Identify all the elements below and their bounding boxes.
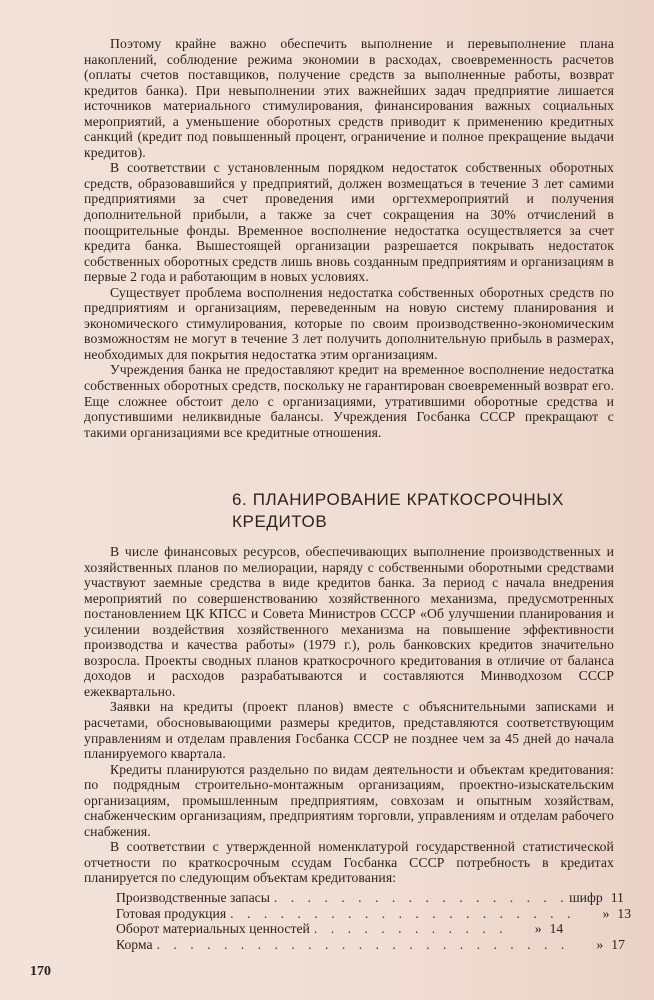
body-text-top [84,36,614,440]
paragraph: Заявки на кредиты (проект планов) вместе с объяснительными записками и расчетами, обосновывающими размеры кредитов, представляются соответствующим управлениям и отделам правления Госбанка СССР не позднее чем за 45 дней до начала планируемого квартала. [84,699,614,762]
list-item-kind: » [602,905,610,921]
leader-dots: . . . . . . . . . . . . [313,921,508,937]
list-item [116,936,625,953]
list-item-label: Корма [116,936,153,952]
list-item-kind: шифр [569,890,603,905]
paragraph: Существует проблема восполнения недостатка собственных оборотных средств по предприятиям и организациям, переведенным на новую систему планирования и экономического стимулирования, которые по своим производственно-экономическим возможностям не могут в течение 3 лет получить дополнительную прибыль в размерах, необходимых для покрытия недостатка этим организациям. [84,284,614,362]
paragraph: В числе финансовых ресурсов, обеспечивающих выполнение производственных и хозяйственных планов по мелиорации, наряду с собственными оборотными средствами участвуют заемные средства в виде кредитов банка. За период с начала внедрения мероприятий по совершенствованию хозяйственного механизма, предусмотренных постановлением ЦК КПСС и Совета Министров СССР «Об улучшении планирования и усилении воздействия хозяйственного механизма на повышение эффективности производства и качества работы» (1979 г.), роль банковских кредитов значительно возросла. Проекты сводных планов краткосрочного кредитования в отличие от баланса доходов и расходов разрабатываются и составляются Минводхозом СССР ежеквартально. [84,544,614,699]
list-item-label: Оборот материальных ценностей [116,921,310,937]
section-heading-line1: 6. ПЛАНИРОВАНИЕ КРАТКОСРОЧНЫХ [232,490,564,509]
list-item-kind: » [534,921,542,937]
credit-objects-list [116,890,632,952]
list-item-kind: » [596,936,604,952]
section-heading-line2: КРЕДИТОВ [232,512,328,531]
section-heading [232,489,612,533]
leader-dots: . . . . . . . . . . . . . . . . . . [273,890,569,905]
list-item-code: 11 [610,890,624,905]
page-number: 170 [30,964,51,979]
list-item-label: Производственные запасы [116,890,270,905]
list-item-code: 13 [617,905,632,921]
leader-dots: . . . . . . . . . . . . . . . . . . . . . . . . . [156,936,570,952]
paragraph: Поэтому крайне важно обеспечить выполнение и перевыполнение плана накоплений, соблюдение режима экономии в расходах, своевременность расчетов (оплаты счетов поставщиков, получение средств за выполненные работы, возврат кредитов банка). При невыполнении этих важнейших задач предприятие лишается источников материального стимулирования, финансирования важных социальных мероприятий, а уменьшение оборотных средств приводит к применению кредитных санкций (кредит под повышенный процент, ограничение и полное прекращение выдачи кредитов). [84,36,614,160]
body-text-bottom [84,544,614,886]
paragraph: В соответствии с установленным порядком недостаток собственных оборотных средств, образовавшийся у предприятий, должен возмещаться в течение 3 лет самими предприятиями за счет проведения ими оргтехмероприятий и получения дополнительной прибыли, а также за счет сокращения на 30% отчислений в поощрительные фонды. Временное восполнение недостатка осуществляется за счет кредита банка. Вышестоящей организации разрешается покрывать недостаток собственных оборотных средств лишь вновь созданным предприятиям и организациям в первые 2 года и работающим в новых условиях. [84,160,614,285]
paragraph: Учреждения банка не предоставляют кредит на временное восполнение недостатка собственных оборотных средств, поскольку не гарантирован своевременный возврат его. Еще сложнее обстоит дело с организациями, утратившими оборотные средства и допустившими неликвидные балансы. Учреждения Госбанка СССР прекращают с такими организациями все кредитные отношения. [84,362,614,440]
leader-dots: . . . . . . . . . . . . . . . . . . . . . [230,905,576,921]
list-item [116,890,624,906]
list-item-label: Готовая продукция [116,905,227,921]
list-item [116,905,632,922]
list-item [116,921,564,937]
paragraph: В соответствии с утвержденной номенклатурой государственной статистической отчетности по краткосрочным ссудам Госбанка СССР потребность в кредитах планируется по следующим объектам кредитования: [84,839,614,886]
paragraph: Кредиты планируются раздельно по видам деятельности и объектам кредитования: по подрядным строительно-монтажным организациям, проектно-изыскательским организациям, промышленным предприятиям, совхозам и опытным хозяйствам, снабженческим организациям, предприятиям торговли, управлениям и отделам рабочего снабжения. [84,761,614,839]
list-item-code: 17 [611,936,625,952]
list-item-code: 14 [549,921,564,937]
